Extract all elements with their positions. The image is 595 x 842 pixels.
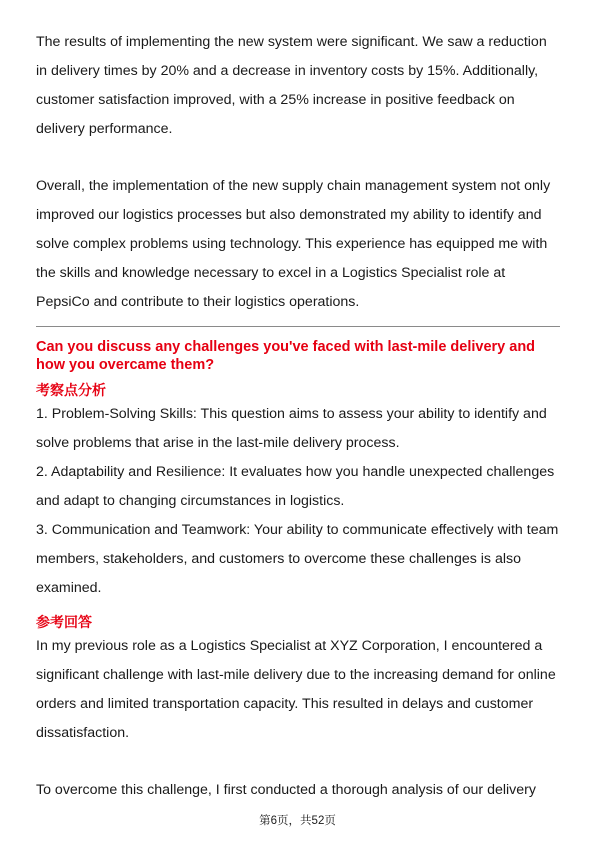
question-heading: Can you discuss any challenges you've faced with last-mile delivery and how you overcame them? (36, 339, 536, 373)
analysis-item-2: 2. Adaptability and Resilience: It evaluates how you handle unexpected challenges and adapt to changing circumstances in logistics. (36, 464, 555, 509)
section-divider (36, 326, 560, 327)
page-indicator: 第6页，共52页 (259, 815, 336, 827)
analysis-list (36, 400, 560, 603)
answer-paragraph-2: To overcome this challenge, I first conducted a thorough analysis of our delivery (36, 782, 536, 798)
overall-paragraph: Overall, the implementation of the new supply chain management system not only improved our logistics processes but also demonstrated my ability to identify and solve complex problems using technology. This experience has equipped me with the skills and knowledge necessary to excel in a Logistics Specialist role at PepsiCo and contribute to their logistics operations. (36, 178, 551, 310)
analysis-label: 考察点分析 (36, 382, 106, 398)
answer-paragraph-1: In my previous role as a Logistics Specialist at XYZ Corporation, I encountered a significant challenge with last-mile delivery due to the increasing demand for online orders and limited transportation capacity. This resulted in delays and customer dissatisfaction. (36, 638, 556, 741)
answer-label: 参考回答 (36, 614, 92, 630)
results-paragraph: The results of implementing the new system were significant. We saw a reduction in delivery times by 20% and a decrease in inventory costs by 15%. Additionally, customer satisfaction improved, with a 25% increase in positive feedback on delivery performance. (36, 34, 547, 137)
analysis-item-1: 1. Problem-Solving Skills: This question aims to assess your ability to identify and solve problems that arise in the last-mile delivery process. (36, 406, 547, 451)
analysis-item-3: 3. Communication and Teamwork: Your ability to communicate effectively with team members, stakeholders, and customers to overcome these challenges is also examined. (36, 522, 559, 596)
page-content (36, 28, 560, 805)
